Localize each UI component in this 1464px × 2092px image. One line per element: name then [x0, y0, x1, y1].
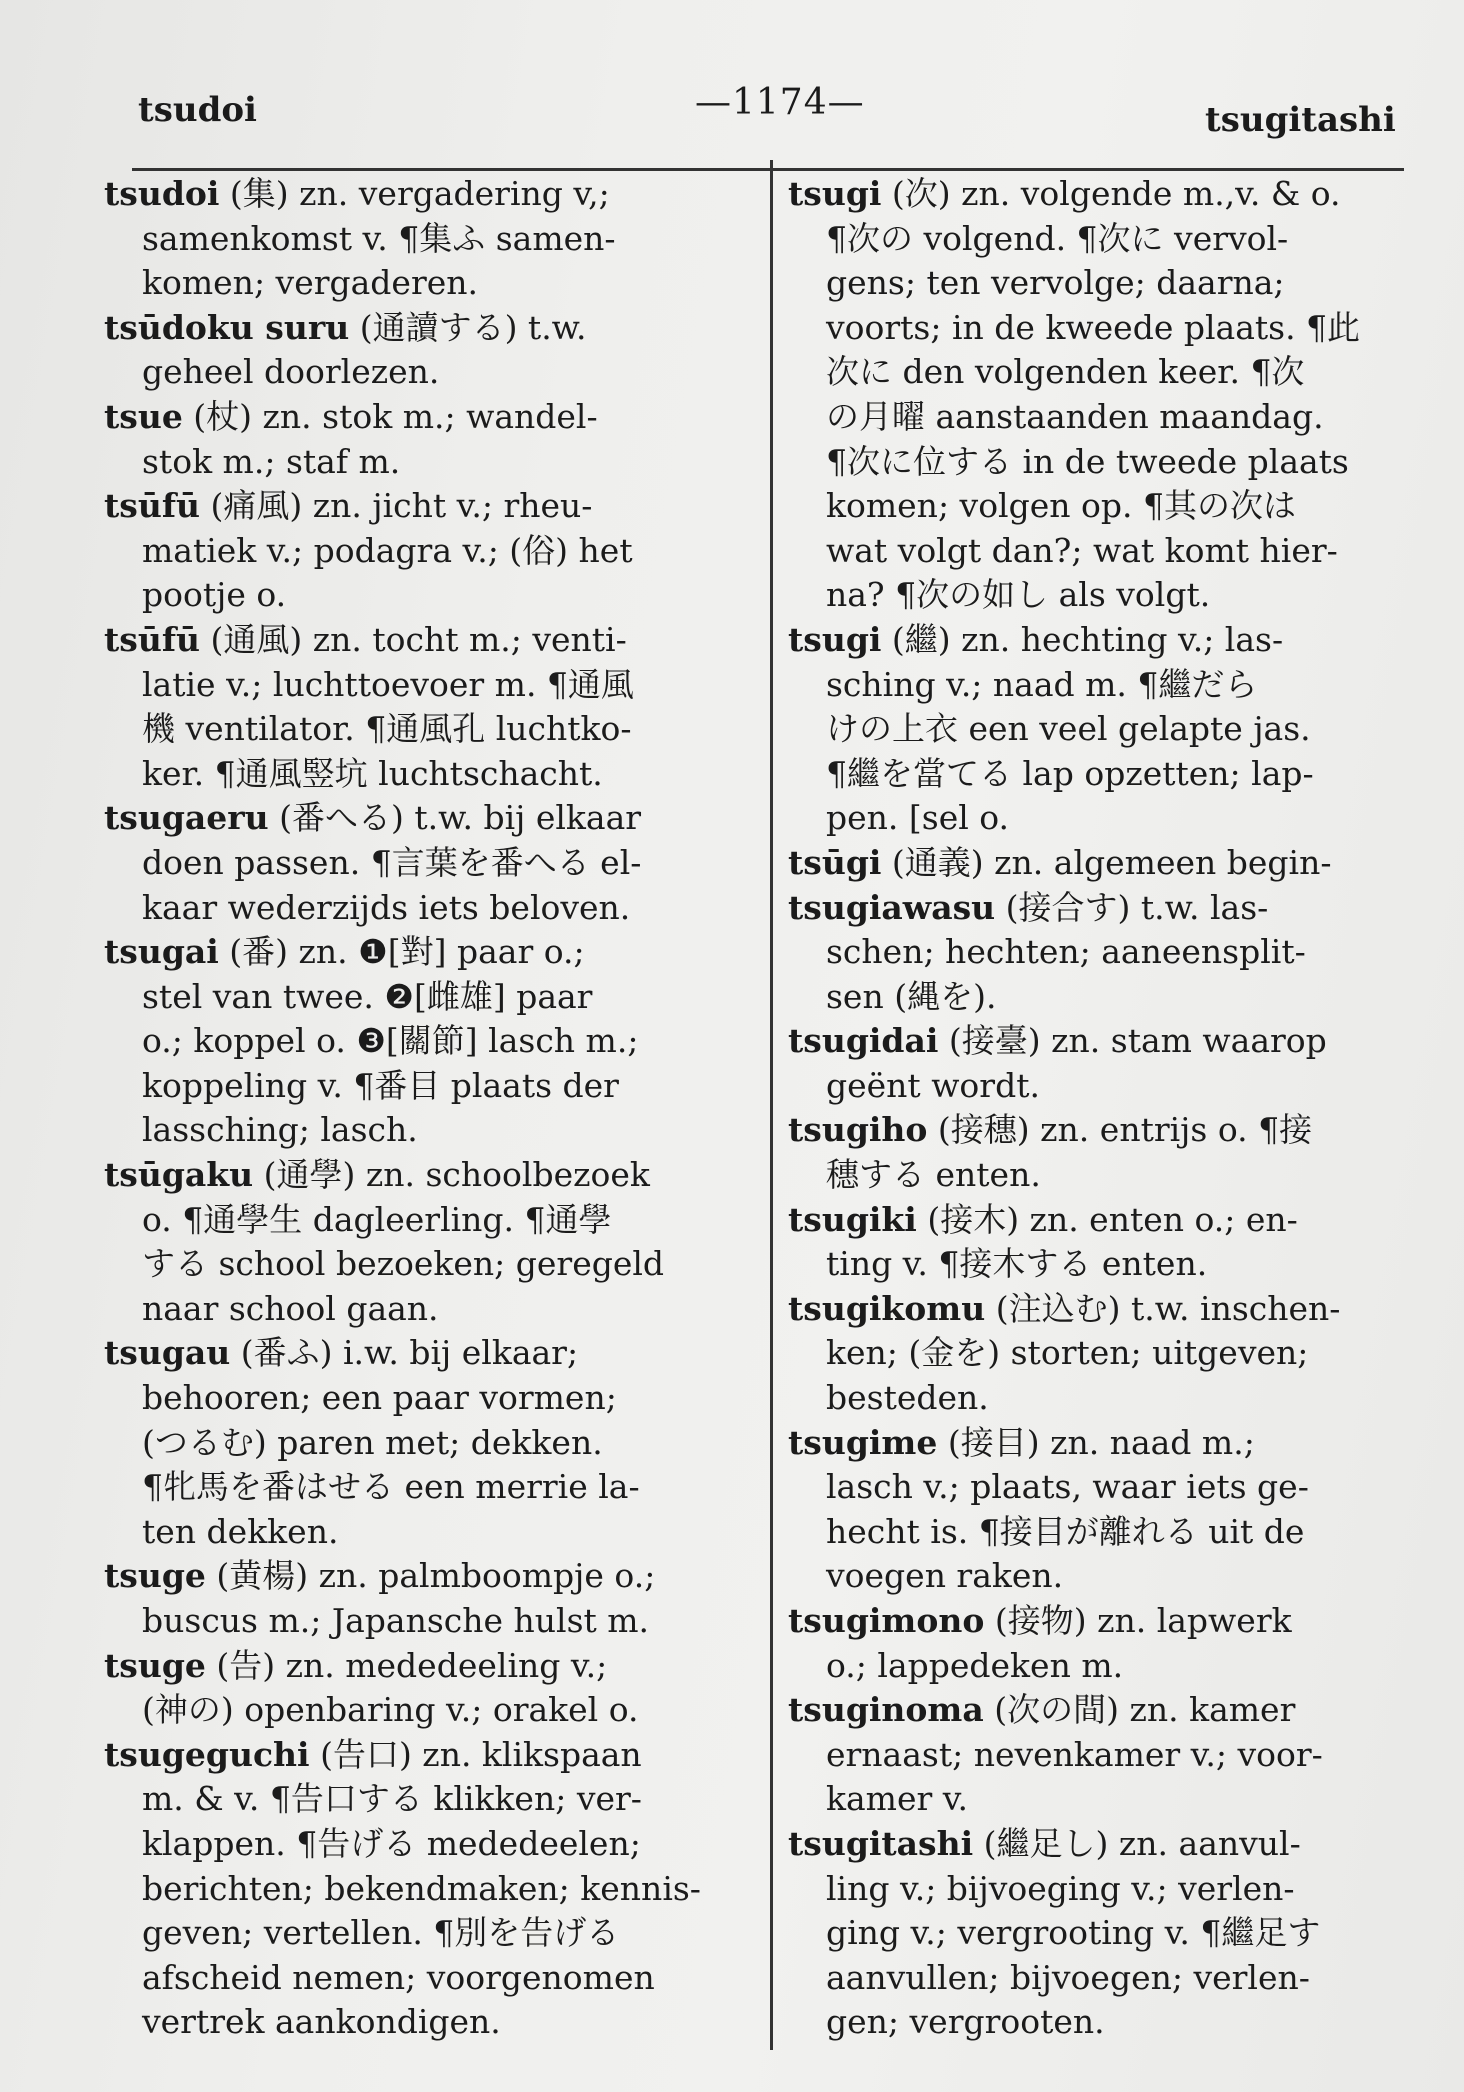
dictionary-line: tsudoi (集) zn. vergadering v,; [104, 174, 610, 213]
dictionary-line: voegen raken. [826, 1556, 1064, 1596]
dictionary-line: gens; ten vervolge; daarna; [826, 263, 1285, 303]
headword: tsue [104, 396, 183, 436]
dictionary-line: tsūdoku suru (通讀する) t.w. [104, 307, 587, 347]
dictionary-line: ernaast; nevenkamer v.; voor- [826, 1734, 1323, 1774]
dictionary-line: tsugi (次) zn. volgende m.,v. & o. [788, 174, 1341, 213]
headword: tsugiho [788, 1110, 928, 1150]
dictionary-line: matiek v.; podagra v.; (俗) het [142, 530, 633, 570]
headword: tsugiki [788, 1199, 917, 1239]
dictionary-line: ¶次に位する in de tweede plaats [826, 441, 1349, 481]
dictionary-line: samenkomst v. ¶集ふ samen- [142, 218, 616, 258]
dictionary-line: ging v.; vergrooting v. ¶繼足す [826, 1913, 1321, 1953]
headword: tsugi [788, 619, 882, 659]
dictionary-line: tsuge (黄楊) zn. palmboompje o.; [104, 1556, 656, 1596]
dictionary-line: tsūgaku (通學) zn. schoolbezoek [104, 1155, 650, 1195]
dictionary-line: tsugeguchi (告口) zn. klikspaan [104, 1734, 642, 1774]
dictionary-line: stel van twee. ❷[雌雄] paar [142, 976, 593, 1016]
header-rule [132, 168, 1404, 171]
page-number: —1174— [695, 82, 865, 123]
dictionary-line: behooren; een paar vormen; [142, 1378, 617, 1418]
right-column [788, 172, 1408, 2045]
dictionary-line: 穗する enten. [826, 1155, 1041, 1195]
headword: tsugai [104, 932, 219, 972]
dictionary-line: ¶繼を當てる lap opzetten; lap- [826, 753, 1314, 793]
dictionary-line: する school bezoeken; geregeld [142, 1244, 665, 1284]
dictionary-line: aanvullen; bijvoegen; verlen- [826, 1957, 1310, 1997]
left-column [104, 172, 744, 2045]
dictionary-line: wat volgt dan?; wat komt hier- [826, 530, 1338, 570]
headword: tsūdoku suru [104, 307, 350, 347]
dictionary-line: tsuge (告) zn. mededeeling v.; [104, 1645, 608, 1685]
headword: tsūgi [788, 842, 882, 882]
dictionary-line: tsugiawasu (接合す) t.w. las- [788, 887, 1269, 927]
dictionary-line: tsūfū (通風) zn. tocht m.; venti- [104, 619, 627, 659]
dictionary-line: (つるむ) paren met; dekken. [142, 1422, 603, 1462]
dictionary-line: m. & v. ¶告口する klikken; ver- [142, 1779, 642, 1819]
headword: tsūfū [104, 486, 201, 526]
dictionary-line: komen; vergaderen. [142, 263, 478, 303]
dictionary-line: pootje o. [142, 575, 287, 615]
dictionary-line: ting v. ¶接木する enten. [826, 1244, 1208, 1284]
headword: tsugaeru [104, 798, 269, 838]
dictionary-line: besteden. [826, 1378, 989, 1418]
headword: tsūfū [104, 619, 201, 659]
dictionary-line: voorts; in de kweede plaats. ¶此 [826, 307, 1361, 347]
dictionary-line: sching v.; naad m. ¶繼だら [826, 664, 1258, 704]
dictionary-line: schen; hechten; aaneensplit- [826, 932, 1306, 972]
dictionary-line: doen passen. ¶言葉を番へる el- [142, 842, 642, 882]
dictionary-line: ken; (金を) storten; uitgeven; [826, 1333, 1309, 1373]
dictionary-line: 次に den volgenden keer. ¶次 [826, 352, 1305, 392]
headword: tsuginoma [788, 1690, 984, 1730]
dictionary-line: koppeling v. ¶番目 plaats der [142, 1065, 619, 1105]
headword: tsugeguchi [104, 1734, 310, 1774]
headword: tsudoi [104, 174, 220, 213]
dictionary-line: o.; lappedeken m. [826, 1645, 1124, 1685]
headword: tsugiawasu [788, 887, 996, 927]
dictionary-line: tsugi (繼) zn. hechting v.; las- [788, 619, 1284, 659]
page-header [0, 82, 1464, 142]
dictionary-line: geven; vertellen. ¶別を告げる [142, 1913, 620, 1953]
dictionary-line: na? ¶次の如し als volgt. [826, 575, 1211, 615]
dictionary-line: tsugidai (接臺) zn. stam waarop [788, 1021, 1327, 1061]
left-guide-word: tsudoi [138, 90, 257, 130]
dictionary-line: buscus m.; Japansche hulst m. [142, 1601, 650, 1640]
dictionary-line: けの上衣 een veel gelapte jas. [826, 709, 1311, 749]
headword: tsūgaku [104, 1155, 254, 1195]
dictionary-line: o.; koppel o. ❸[關節] lasch m.; [142, 1021, 639, 1061]
dictionary-line: tsugiho (接穗) zn. entrijs o. ¶接 [788, 1110, 1313, 1150]
dictionary-line: o. ¶通學生 dagleerling. ¶通學 [142, 1199, 612, 1239]
dictionary-line: klappen. ¶告げる mededeelen; [142, 1823, 641, 1863]
dictionary-line: vertrek aankondigen. [142, 2002, 501, 2042]
dictionary-line: pen. [sel o. [826, 798, 1010, 838]
headword: tsugimono [788, 1601, 985, 1640]
dictionary-line: tsugitashi (繼足し) zn. aanvul- [788, 1823, 1301, 1863]
headword: tsugikomu [788, 1288, 986, 1328]
dictionary-line: naar school gaan. [142, 1288, 439, 1328]
dictionary-line: tsugaeru (番へる) t.w. bij elkaar [104, 798, 642, 838]
headword: tsugitashi [788, 1823, 974, 1863]
dictionary-line: 機 ventilator. ¶通風孔 luchtko- [142, 709, 632, 749]
headword: tsuge [104, 1645, 206, 1685]
dictionary-line: stok m.; staf m. [142, 441, 401, 481]
dictionary-line: tsūgi (通義) zn. algemeen begin- [788, 842, 1332, 882]
dictionary-line: kamer v. [826, 1779, 968, 1819]
headword: tsugau [104, 1333, 231, 1373]
dictionary-line: ten dekken. [142, 1511, 339, 1551]
dictionary-line: tsue (杖) zn. stok m.; wandel- [104, 396, 598, 436]
dictionary-line: の月曜 aanstaanden maandag. [826, 396, 1324, 436]
dictionary-line: tsūfū (痛風) zn. jicht v.; rheu- [104, 486, 593, 526]
dictionary-line: sen (縄を). [826, 976, 997, 1016]
dictionary-line: ker. ¶通風竪坑 luchtschacht. [142, 753, 603, 793]
headword: tsugi [788, 174, 882, 213]
dictionary-line: lassching; lasch. [142, 1110, 418, 1150]
dictionary-line: ¶牝馬を番はせる een merrie la- [142, 1467, 640, 1507]
dictionary-line: geheel doorlezen. [142, 352, 440, 392]
column-divider [770, 160, 773, 2050]
dictionary-line: tsugai (番) zn. ❶[對] paar o.; [104, 932, 585, 972]
headword: tsugime [788, 1422, 938, 1462]
dictionary-line: tsugiki (接木) zn. enten o.; en- [788, 1199, 1298, 1239]
dictionary-line: berichten; bekendmaken; kennis- [142, 1868, 701, 1908]
headword: tsugidai [788, 1021, 939, 1061]
headword: tsuge [104, 1556, 206, 1596]
dictionary-line: hecht is. ¶接目が離れる uit de [826, 1511, 1305, 1551]
dictionary-line: ling v.; bijvoeging v.; verlen- [826, 1868, 1295, 1908]
dictionary-line: tsuginoma (次の間) zn. kamer [788, 1690, 1296, 1730]
dictionary-line: komen; volgen op. ¶其の次は [826, 486, 1296, 526]
dictionary-line: afscheid nemen; voorgenomen [142, 1957, 655, 1997]
dictionary-line: gen; vergrooten. [826, 2002, 1105, 2042]
dictionary-line: geënt wordt. [826, 1065, 1040, 1105]
dictionary-line: lasch v.; plaats, waar iets ge- [826, 1467, 1309, 1507]
dictionary-line: tsugimono (接物) zn. lapwerk [788, 1601, 1292, 1640]
dictionary-line: tsugau (番ふ) i.w. bij elkaar; [104, 1333, 579, 1373]
right-guide-word: tsugitashi [1205, 100, 1396, 140]
dictionary-line: tsugime (接目) zn. naad m.; [788, 1422, 1255, 1462]
dictionary-line: kaar wederzijds iets beloven. [142, 887, 631, 927]
dictionary-line: ¶次の volgend. ¶次に vervol- [826, 218, 1289, 258]
dictionary-line: latie v.; luchttoevoer m. ¶通風 [142, 664, 634, 704]
dictionary-line: tsugikomu (注込む) t.w. inschen- [788, 1288, 1341, 1328]
dictionary-line: (神の) openbaring v.; orakel o. [142, 1690, 639, 1730]
